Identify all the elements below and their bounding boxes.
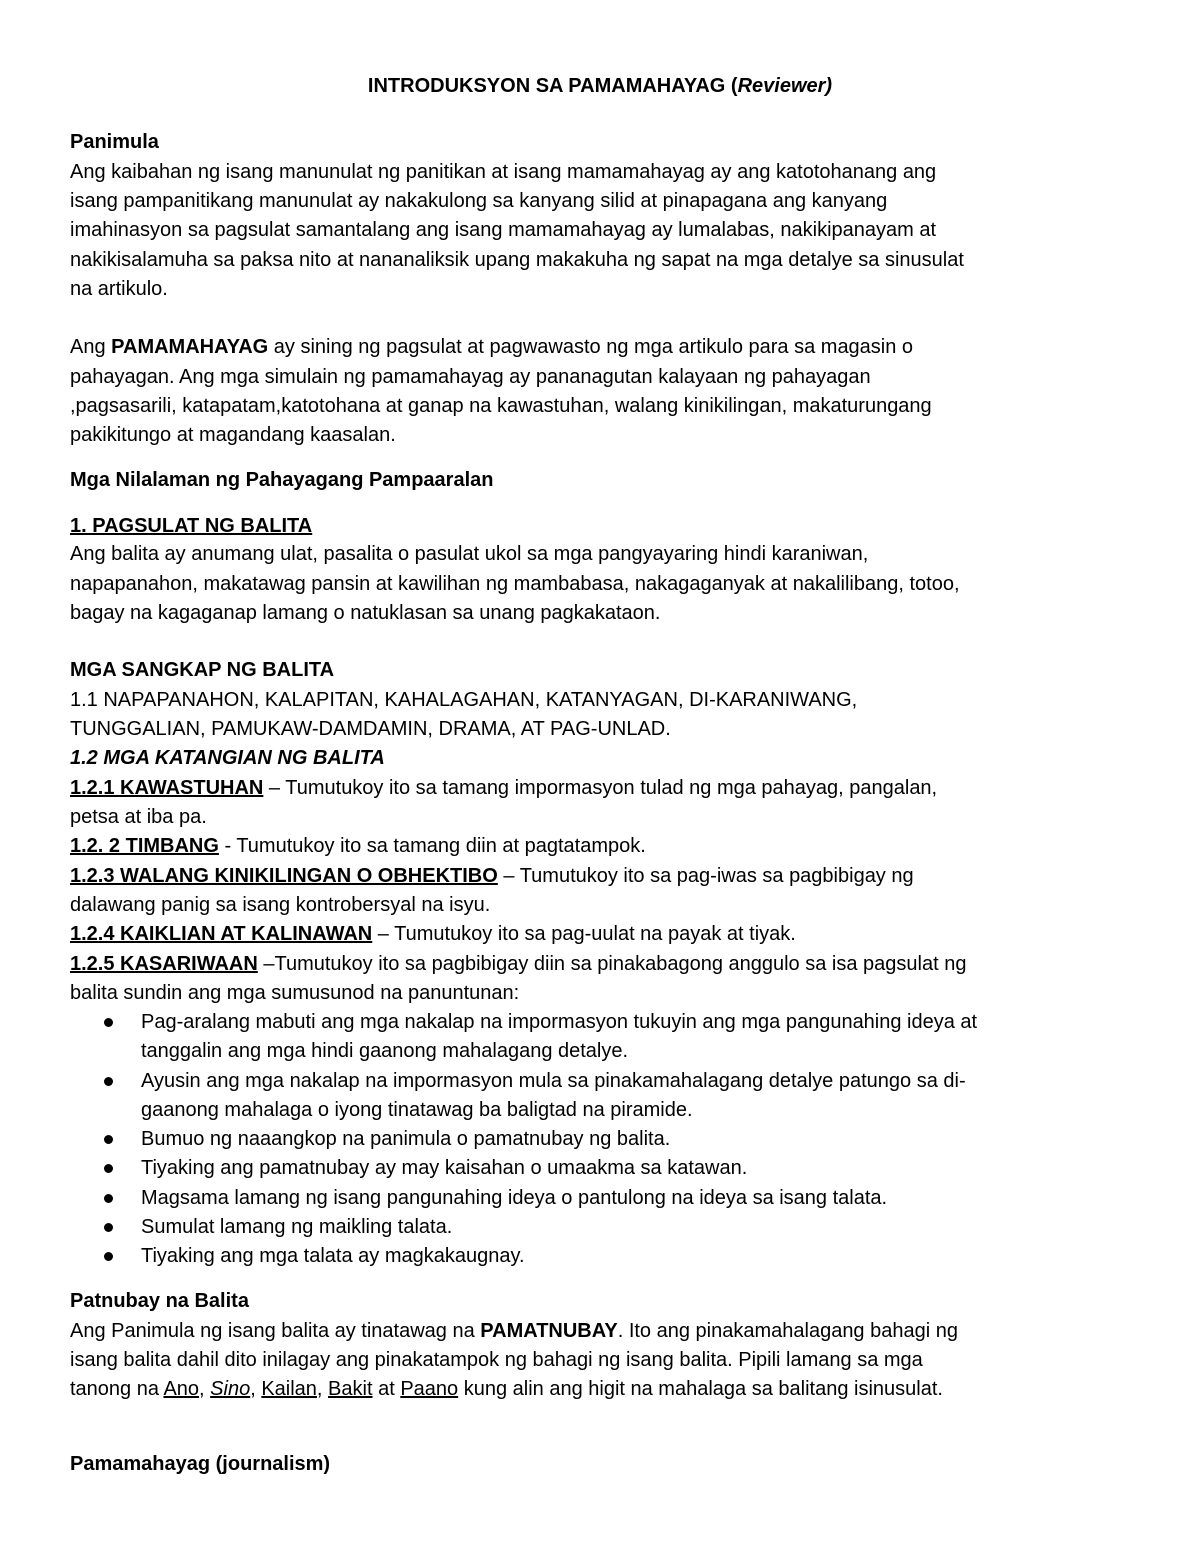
title-text: INTRODUKSYON SA PAMAMAHAYAG (: [367, 75, 738, 97]
journalism-heading: Pamamahayag (journalism): [70, 1453, 331, 1475]
katangian-heading: 1.2 MGA KATANGIAN NG BALITA: [70, 747, 385, 769]
patnubay-line: tanong na Ano, Sino, Kailan, Bakit at Paano kung alin ang higit na mahalaga sa balitang isinusulat.: [70, 1378, 943, 1400]
pamamahayag-definition: Ang PAMAMAHAYAG ay sining ng pagsulat at pagwawasto ng mga artikulo para sa magasin o: [70, 336, 914, 358]
katangian-item: 1.2.3 WALANG KINIKILINGAN O OBHEKTIBO – Tumutukoy ito sa pag-iwas sa pagbibigay ng: [70, 865, 914, 887]
list-item: Magsama lamang ng isang pangunahing ideya o pantulong na ideya sa isang talata.: [141, 1187, 888, 1209]
sangkap-line: 1.1 NAPAPANAHON, KALAPITAN, KAHALAGAHAN, KATANYAGAN, DI-KARANIWANG,: [70, 689, 858, 711]
katangian-line: petsa at iba pa.: [70, 806, 207, 828]
list-item: Ayusin ang mga nakalap na impormasyon mula sa pinakamahalagang detalye patungo sa di-: [141, 1070, 966, 1092]
bullet-icon: [104, 1018, 113, 1027]
pagsulat-line: napapanahon, makatawag pansin at kawilihan ng mambabasa, nakagaganyak at nakalilibang, totoo,: [70, 573, 960, 595]
document-title: [0, 74, 1200, 98]
katangian-item: 1.2.5 KASARIWAAN –Tumutukoy ito sa pagbibigay diin sa pinakabagong anggulo sa isa pagsulat ng: [70, 953, 967, 975]
list-item: Tiyaking ang mga talata ay magkakaugnay.: [141, 1245, 525, 1267]
pamamahayag-line: pakikitungo at magandang kaasalan.: [70, 424, 396, 446]
sangkap-line: TUNGGALIAN, PAMUKAW-DAMDAMIN, DRAMA, AT PAG-UNLAD.: [70, 718, 671, 740]
panimula-line: na artikulo.: [70, 278, 168, 300]
bullet-icon: [104, 1252, 113, 1261]
bullet-icon: [104, 1135, 113, 1144]
nilalaman-heading: Mga Nilalaman ng Pahayagang Pampaaralan: [70, 469, 494, 491]
question-bakit: Bakit: [328, 1378, 373, 1400]
katangian-label: 1.2.4 KAIKLIAN AT KALINAWAN: [70, 923, 373, 945]
pamamahayag-line: pahayagan. Ang mga simulain ng pamamahayag ay pananagutan kalayaan ng pahayagan: [70, 366, 871, 388]
katangian-label: 1.2.1 KAWASTUHAN: [70, 777, 264, 799]
pamatnubay-term: PAMATNUBAY: [480, 1320, 618, 1342]
katangian-item: 1.2. 2 TIMBANG - Tumutukoy ito sa tamang diin at pagtatampok.: [70, 835, 646, 857]
bullet-icon: [104, 1077, 113, 1086]
sangkap-heading: MGA SANGKAP NG BALITA: [70, 659, 335, 681]
title-italic: Reviewer): [737, 75, 833, 97]
panimula-line: nakikisalamuha sa paksa nito at nananaliksik upang makakuha ng sapat na mga detalye sa sinusulat: [70, 249, 964, 271]
list-item: Tiyaking ang pamatnubay ay may kaisahan o umaakma sa katawan.: [141, 1157, 748, 1179]
pamamahayag-line: ,pagsasarili, katapatam,katotohana at ganap na kawastuhan, walang kinikilingan, makaturungang: [70, 395, 932, 417]
panimula-heading: Panimula: [70, 131, 159, 153]
list-item: Bumuo ng naaangkop na panimula o pamatnubay ng balita.: [141, 1128, 671, 1150]
katangian-label: 1.2.3 WALANG KINIKILINGAN O OBHEKTIBO: [70, 865, 498, 887]
pagsulat-line: Ang balita ay anumang ulat, pasalita o pasulat ukol sa mga pangyayaring hindi karaniwan,: [70, 543, 869, 565]
patnubay-heading: Patnubay na Balita: [70, 1290, 249, 1312]
question-kailan: Kailan: [261, 1378, 317, 1400]
bullet-icon: [104, 1164, 113, 1173]
question-sino: Sino: [210, 1378, 251, 1400]
list-item: Sumulat lamang ng maikling talata.: [141, 1216, 453, 1238]
pagsulat-heading: 1. PAGSULAT NG BALITA: [70, 515, 313, 537]
katangian-item: 1.2.4 KAIKLIAN AT KALINAWAN – Tumutukoy ito sa pag-uulat na payak at tiyak.: [70, 923, 796, 945]
list-item-cont: tanggalin ang mga hindi gaanong mahalagang detalye.: [141, 1040, 629, 1062]
list-item-cont: gaanong mahalaga o iyong tinatawag ba baligtad na piramide.: [141, 1099, 693, 1121]
panimula-line: Ang kaibahan ng isang manunulat ng panitikan at isang mamamahayag ay ang katotohanang ang: [70, 161, 937, 183]
katangian-line: balita sundin ang mga sumusunod na panuntunan:: [70, 982, 520, 1004]
pamamahayag-term: PAMAMAHAYAG: [111, 336, 269, 358]
patnubay-line: Ang Panimula ng isang balita ay tinatawag na PAMATNUBAY. Ito ang pinakamahalagang bahagi ng: [70, 1320, 958, 1342]
patnubay-line: isang balita dahil dito inilagay ang pinakatampok ng bahagi ng isang balita. Pipili lamang sa mga: [70, 1349, 923, 1371]
question-ano: Ano: [163, 1378, 200, 1400]
panimula-line: isang pampanitikang manunulat ay nakakulong sa kanyang silid at pinapagana ang kanyang: [70, 190, 888, 212]
bullet-icon: [104, 1194, 113, 1203]
katangian-item: 1.2.1 KAWASTUHAN – Tumutukoy ito sa tamang impormasyon tulad ng mga pahayag, pangalan,: [70, 777, 938, 799]
panimula-line: imahinasyon sa pagsulat samantalang ang isang mamamahayag ay lumalabas, nakikipanayam at: [70, 219, 937, 241]
question-paano: Paano: [400, 1378, 459, 1400]
katangian-line: dalawang panig sa isang kontrobersyal na isyu.: [70, 894, 491, 916]
bullet-icon: [104, 1223, 113, 1232]
katangian-label: 1.2.5 KASARIWAAN: [70, 953, 258, 975]
katangian-label: 1.2. 2 TIMBANG: [70, 835, 219, 857]
list-item: Pag-aralang mabuti ang mga nakalap na impormasyon tukuyin ang mga pangunahing ideya at: [141, 1011, 978, 1033]
pagsulat-line: bagay na kagaganap lamang o natuklasan sa unang pagkakataon.: [70, 602, 661, 624]
